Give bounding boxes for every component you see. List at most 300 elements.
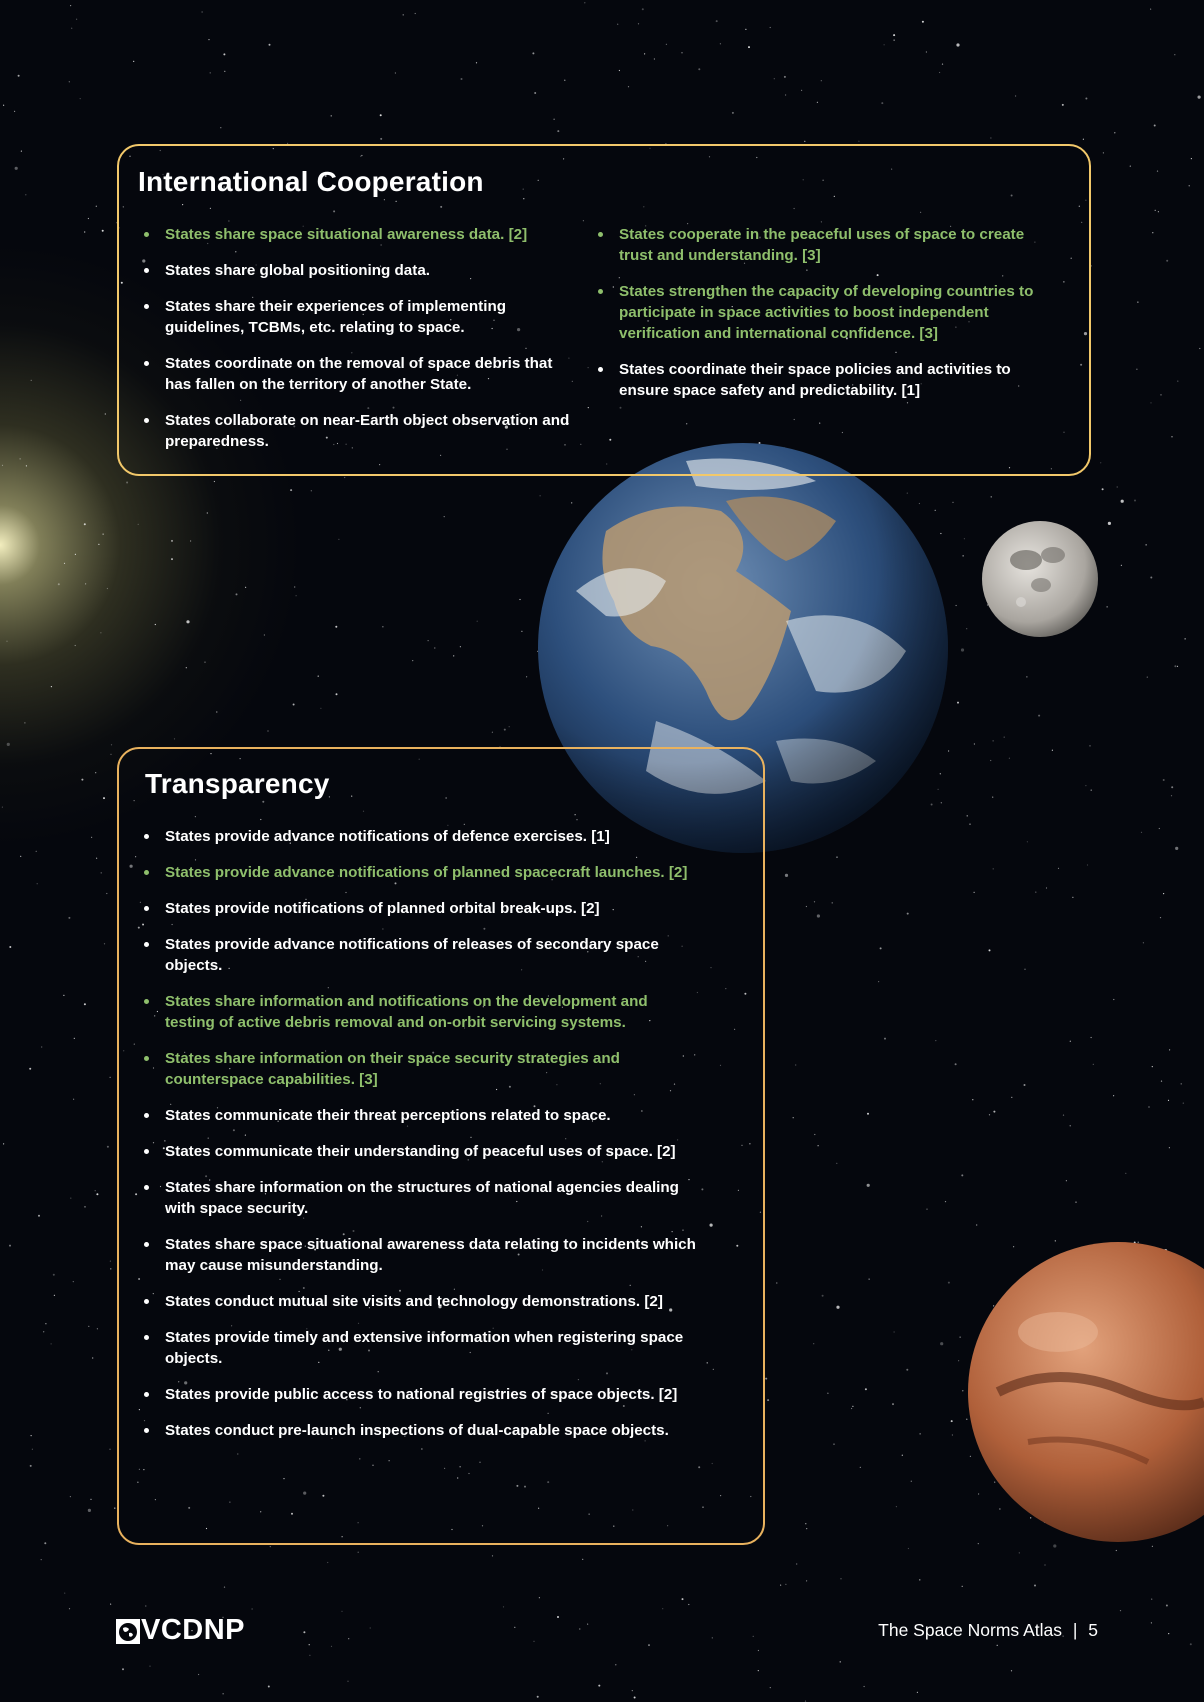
star — [36, 851, 37, 852]
page-number: 5 — [1088, 1620, 1098, 1640]
star — [15, 167, 18, 170]
star — [341, 1611, 342, 1612]
star — [133, 61, 134, 62]
star — [91, 837, 92, 838]
star — [796, 1563, 797, 1564]
star — [767, 1399, 769, 1401]
star — [64, 563, 65, 564]
star — [26, 465, 27, 466]
star — [1183, 1103, 1184, 1104]
star — [967, 815, 968, 816]
star — [940, 1342, 943, 1345]
star — [1093, 1064, 1094, 1065]
star — [615, 1664, 616, 1665]
star — [785, 94, 786, 95]
star — [1157, 171, 1158, 172]
star — [102, 230, 104, 232]
star — [32, 1449, 33, 1450]
star — [270, 1546, 271, 1547]
moon-image — [981, 520, 1099, 638]
star — [1116, 1550, 1117, 1551]
star — [1019, 1552, 1020, 1553]
star — [347, 1681, 348, 1682]
star — [993, 868, 994, 869]
star — [14, 111, 15, 112]
star — [753, 1636, 754, 1637]
star — [43, 1331, 44, 1332]
star — [1154, 125, 1156, 127]
star — [833, 1444, 834, 1445]
star — [644, 53, 645, 54]
star — [44, 1542, 46, 1544]
star — [75, 554, 76, 555]
star — [974, 743, 975, 744]
star — [1113, 1095, 1114, 1096]
star — [492, 1555, 493, 1556]
star — [1189, 185, 1190, 186]
star — [453, 655, 454, 656]
star — [1024, 1084, 1026, 1086]
norm-item: States collaborate on near-Earth object observation and preparedness. — [141, 410, 571, 452]
star — [1152, 1546, 1153, 1547]
star — [7, 743, 10, 746]
star — [84, 231, 85, 232]
star — [817, 102, 818, 103]
star — [95, 772, 96, 773]
international-cooperation-box — [117, 144, 1091, 476]
star — [309, 1644, 310, 1645]
star — [997, 1645, 998, 1646]
star — [521, 631, 522, 632]
star — [1168, 1100, 1169, 1101]
norm-item: States share space situational awareness data relating to incidents which may cause misunderstanding. — [141, 1234, 701, 1276]
star — [20, 458, 21, 459]
star — [919, 1579, 920, 1580]
star — [415, 13, 416, 14]
star — [311, 490, 312, 491]
star — [293, 704, 295, 706]
star — [110, 1268, 111, 1269]
star — [579, 1628, 580, 1629]
star — [1160, 394, 1161, 395]
star — [881, 102, 883, 104]
star — [358, 1552, 359, 1553]
star — [770, 27, 771, 28]
star — [370, 1627, 371, 1628]
star — [2, 807, 3, 808]
star — [1152, 232, 1153, 233]
star — [1169, 1049, 1170, 1050]
star — [894, 40, 895, 41]
star — [806, 1528, 807, 1529]
star — [1085, 98, 1087, 100]
star — [1121, 500, 1124, 503]
star — [832, 902, 833, 903]
star — [1038, 715, 1040, 717]
footer-separator: | — [1072, 1620, 1078, 1640]
star — [896, 1506, 897, 1507]
star — [434, 647, 435, 648]
star — [1171, 786, 1173, 788]
page-footer — [878, 1620, 1098, 1641]
star — [1015, 95, 1016, 96]
star — [939, 72, 940, 73]
star — [806, 1580, 807, 1581]
star — [80, 98, 81, 99]
star — [1146, 544, 1147, 545]
star — [804, 141, 805, 142]
norm-item: States share their experiences of implementing guidelines, TCBMs, etc. relating to space. — [141, 296, 571, 338]
globe-icon — [116, 1619, 140, 1643]
star — [813, 1343, 814, 1344]
star — [1158, 211, 1159, 212]
star — [1027, 841, 1028, 842]
star — [827, 1393, 828, 1394]
star — [821, 80, 822, 81]
star — [584, 2, 585, 3]
star — [795, 1064, 796, 1065]
star — [1102, 488, 1104, 490]
star — [851, 1408, 852, 1409]
star — [1117, 486, 1118, 487]
star — [960, 1337, 961, 1338]
star — [95, 1190, 96, 1191]
star — [1199, 348, 1200, 349]
star — [642, 8, 644, 10]
star — [884, 1038, 886, 1040]
star — [864, 1686, 865, 1687]
star — [1143, 942, 1144, 943]
norm-item: States provide advance notifications of defence exercises. [1] — [141, 826, 701, 847]
star — [1185, 638, 1186, 639]
star — [403, 14, 404, 15]
star — [460, 646, 461, 647]
star — [268, 1686, 270, 1688]
star — [836, 1163, 837, 1164]
star — [682, 1598, 684, 1600]
star — [53, 1274, 55, 1276]
star — [926, 51, 927, 52]
star — [956, 605, 957, 606]
star — [989, 1114, 990, 1115]
star — [382, 626, 383, 627]
star — [785, 1584, 786, 1585]
star — [318, 676, 319, 677]
star — [81, 779, 83, 781]
star — [24, 722, 25, 723]
star — [993, 740, 994, 741]
star — [98, 544, 99, 545]
star — [906, 1369, 908, 1371]
star — [3, 1143, 4, 1144]
star — [320, 708, 321, 709]
norm-item: States provide advance notifications of planned spacecraft launches. [2] — [141, 862, 701, 883]
star — [990, 137, 991, 138]
star — [1152, 1066, 1153, 1067]
star — [1085, 785, 1086, 786]
star — [1103, 152, 1104, 153]
star — [204, 662, 205, 663]
star — [969, 824, 970, 825]
star — [1114, 132, 1115, 133]
norm-item: States share information and notifications on the development and testing of active debris removal and on-orbit servicing systems. — [141, 991, 701, 1033]
star — [38, 1215, 40, 1217]
star — [1034, 1585, 1036, 1587]
star — [1181, 1083, 1182, 1084]
star — [223, 53, 225, 55]
transparency-title: Transparency — [145, 768, 330, 799]
star — [76, 19, 77, 20]
star — [1100, 462, 1101, 463]
star — [942, 64, 943, 65]
star — [956, 43, 959, 46]
star — [1163, 779, 1165, 781]
star — [111, 744, 112, 745]
star — [869, 1279, 870, 1280]
star — [1062, 104, 1064, 106]
star — [557, 1616, 559, 1618]
star — [509, 726, 510, 727]
star — [632, 1690, 633, 1691]
star — [533, 1641, 534, 1642]
star — [70, 5, 71, 6]
star — [1089, 745, 1090, 746]
star — [765, 1378, 767, 1380]
star — [1155, 210, 1156, 211]
star — [198, 1674, 199, 1675]
star — [784, 76, 786, 78]
star — [955, 1063, 957, 1065]
star — [564, 80, 565, 81]
star — [290, 489, 292, 491]
norm-item: States conduct pre-launch inspections of dual-capable space objects. — [141, 1420, 701, 1441]
norm-item: States provide notifications of planned orbital break-ups. [2] — [141, 898, 701, 919]
star — [29, 1068, 31, 1070]
star — [444, 516, 445, 517]
star — [336, 693, 338, 695]
star — [1166, 260, 1168, 262]
star — [801, 90, 802, 91]
star — [224, 1587, 225, 1588]
star — [698, 68, 700, 70]
star — [1177, 381, 1178, 382]
star — [935, 1040, 936, 1041]
norm-item: States provide public access to national registries of space objects. [2] — [141, 1384, 701, 1405]
star — [1083, 139, 1084, 140]
star — [989, 949, 991, 951]
star — [210, 72, 211, 73]
star — [822, 1295, 824, 1297]
norm-item: States share space situational awareness data. [2] — [141, 224, 571, 245]
star — [97, 1328, 98, 1329]
star — [1134, 500, 1136, 502]
star — [1168, 1633, 1169, 1634]
star — [1072, 897, 1073, 898]
star — [922, 21, 924, 23]
star — [25, 194, 26, 195]
star — [70, 1496, 71, 1497]
star — [224, 71, 225, 72]
star — [666, 44, 667, 45]
star — [557, 130, 559, 132]
star — [945, 1201, 946, 1202]
star — [817, 914, 820, 917]
star — [303, 1631, 305, 1633]
star — [74, 1038, 75, 1039]
star — [1075, 1202, 1076, 1203]
star — [71, 28, 72, 29]
star — [264, 634, 265, 635]
norm-item: States share global positioning data. — [141, 260, 571, 281]
star — [770, 1687, 771, 1688]
star — [21, 151, 22, 152]
star — [582, 1559, 583, 1560]
star — [1113, 999, 1114, 1000]
star — [107, 588, 108, 589]
star — [1125, 1173, 1126, 1174]
star — [344, 477, 345, 478]
star — [1148, 1106, 1149, 1107]
star — [654, 58, 655, 59]
star — [110, 754, 111, 755]
star — [1011, 1670, 1012, 1671]
star — [84, 523, 86, 525]
star — [1053, 1544, 1056, 1547]
norm-item: States share information on their space security strategies and counterspace capabilities. [3] — [141, 1048, 701, 1090]
star — [1044, 1564, 1045, 1565]
norm-item: States share information on the structures of national agencies dealing with space security. — [141, 1177, 701, 1219]
star — [84, 1206, 85, 1207]
norm-item: States cooperate in the peaceful uses of space to create trust and understanding. [3] — [595, 224, 1045, 266]
star — [236, 593, 238, 595]
star — [3, 105, 4, 106]
star — [961, 1174, 963, 1176]
star — [805, 1523, 806, 1524]
star — [836, 1306, 839, 1309]
star — [1174, 54, 1175, 55]
star — [818, 1145, 819, 1146]
star — [2, 465, 3, 466]
star — [907, 913, 909, 915]
star — [911, 1481, 912, 1482]
star — [1136, 369, 1137, 370]
star — [785, 874, 788, 877]
star — [96, 206, 97, 207]
star — [1107, 606, 1108, 607]
star — [69, 1608, 70, 1609]
star — [477, 621, 478, 622]
star — [814, 901, 815, 902]
star — [1171, 436, 1172, 437]
star — [110, 1604, 111, 1605]
star — [1121, 565, 1122, 566]
star — [908, 1548, 909, 1549]
star — [958, 1360, 959, 1361]
star — [92, 1357, 93, 1358]
norm-item: States communicate their threat perceptions related to space. — [141, 1105, 701, 1126]
star — [1026, 676, 1027, 677]
star — [107, 1146, 109, 1148]
star — [1052, 750, 1053, 751]
star — [461, 78, 463, 80]
star — [878, 981, 879, 982]
norm-item: States strengthen the capacity of developing countries to participate in space activities to boost independent verification and international confidence. [3] — [595, 281, 1045, 344]
star — [51, 1343, 52, 1344]
star — [1161, 1081, 1162, 1082]
star — [269, 44, 271, 46]
star — [951, 1420, 953, 1422]
star — [1091, 790, 1092, 791]
star — [64, 1593, 65, 1594]
star — [1166, 1605, 1168, 1607]
star — [638, 23, 639, 24]
star — [1063, 1115, 1064, 1116]
publication-title: The Space Norms Atlas — [878, 1620, 1062, 1640]
star — [63, 995, 64, 996]
norm-item: States communicate their understanding of peaceful uses of space. [2] — [141, 1141, 701, 1162]
star — [793, 1117, 794, 1118]
star — [190, 540, 191, 541]
star — [776, 1282, 777, 1283]
star — [267, 730, 268, 731]
star — [964, 538, 965, 539]
star — [428, 640, 429, 641]
star — [1137, 302, 1138, 303]
star — [860, 1467, 861, 1468]
star — [88, 218, 89, 219]
star — [902, 1455, 903, 1456]
star — [926, 1209, 927, 1210]
star — [245, 587, 246, 588]
star — [1046, 887, 1047, 888]
star — [90, 1499, 91, 1500]
star — [732, 112, 734, 114]
star — [309, 1655, 310, 1656]
star — [1147, 677, 1148, 678]
star — [648, 1644, 650, 1646]
star — [952, 502, 953, 503]
star — [503, 1606, 504, 1607]
star — [619, 70, 620, 71]
star — [948, 1282, 950, 1284]
star — [294, 586, 295, 587]
star — [37, 883, 38, 884]
star — [990, 760, 991, 761]
star — [45, 1323, 46, 1324]
star — [867, 1184, 870, 1187]
star — [73, 1099, 74, 1100]
star — [892, 1403, 894, 1405]
star — [681, 52, 682, 53]
star — [207, 512, 208, 513]
norm-item: States provide timely and extensive information when registering space objects. — [141, 1327, 701, 1369]
star — [972, 1099, 973, 1100]
star — [331, 1646, 332, 1647]
star — [492, 732, 493, 733]
vcdnp-logo — [116, 1614, 245, 1647]
star — [138, 524, 139, 525]
star — [537, 1696, 539, 1698]
star — [1070, 1041, 1071, 1042]
star — [73, 1281, 74, 1282]
star — [220, 127, 221, 128]
star — [104, 943, 105, 944]
star — [504, 729, 506, 731]
star — [114, 1508, 115, 1509]
star — [149, 1666, 150, 1667]
star — [54, 1295, 55, 1296]
star — [745, 29, 746, 30]
